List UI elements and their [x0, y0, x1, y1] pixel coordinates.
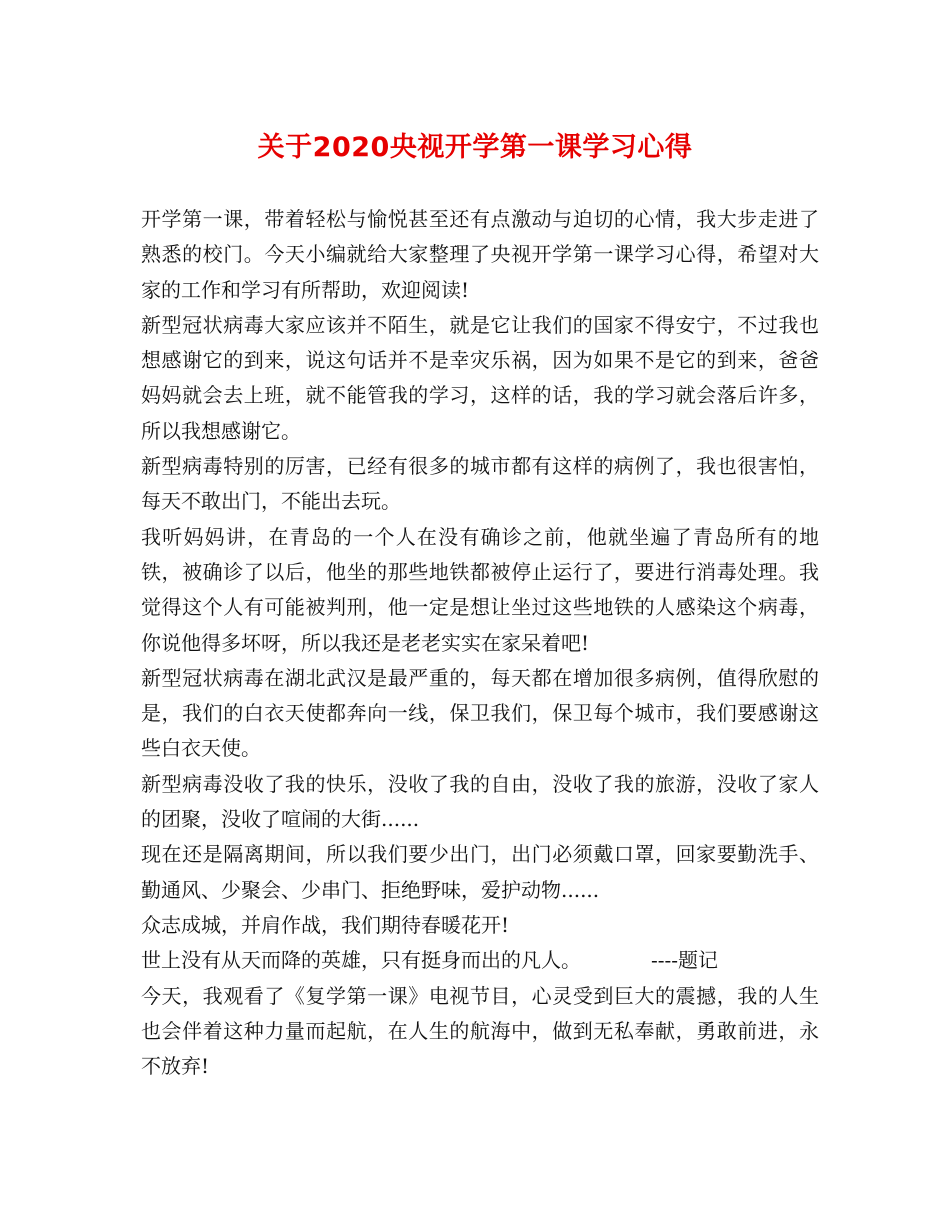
document-title: 关于2020央视开学第一课学习心得	[257, 132, 693, 163]
paragraph-virus-thanks: 新型冠状病毒大家应该并不陌生，就是它让我们的国家不得安宁，不过我也想感谢它的到来，说这句话并不是幸灾乐祸，因为如果不是它的到来，爸爸妈妈就会去上班，就不能管我的学习，这样的话，我的学习就会落后许多，所以我想感谢它。	[141, 312, 819, 443]
paragraph-closing: 今天，我观看了《复学第一课》电视节目，心灵受到巨大的震撼，我的人生也会伴着这种力量而起航，在人生的航海中，做到无私奉献，勇敢前进，永不放弃!	[141, 983, 819, 1079]
paragraph-intro: 开学第一课，带着轻松与愉悦甚至还有点激动与迫切的心情，我大步走进了熟悉的校门。今天小编就给大家整理了央视开学第一课学习心得，希望对大家的工作和学习有所帮助，欢迎阅读!	[141, 207, 819, 302]
quote-signature: ----题记	[651, 948, 719, 973]
paragraph-virus-fear: 新型病毒特别的厉害，已经有很多的城市都有这样的病例了，我也很害怕，每天不敢出门，不能出去玩。	[141, 454, 819, 514]
paragraph-wuhan: 新型冠状病毒在湖北武汉是最严重的，每天都在增加很多病例，值得欣慰的是，我们的白衣天使都奔向一线，保卫我们，保卫每个城市，我们要感谢这些白衣天使。	[141, 665, 819, 761]
paragraph-confiscated: 新型病毒没收了我的快乐，没收了我的自由，没收了我的旅游，没收了家人的团聚，没收了喧闹的大街......	[141, 771, 819, 832]
document-body	[141, 202, 819, 1084]
paragraph-united: 众志成城，并肩作战，我们期待春暖花开!	[141, 912, 510, 937]
quote-line	[141, 943, 819, 978]
quote-text: 世上没有从天而降的英雄，只有挺身而出的凡人。	[141, 948, 581, 973]
paragraph-isolation: 现在还是隔离期间，所以我们要少出门，出门必须戴口罩，回家要勤洗手、勤通风、少聚会、少串门、拒绝野味，爱护动物......	[141, 842, 819, 902]
paragraph-qingdao: 我听妈妈讲，在青岛的一个人在没有确诊之前，他就坐遍了青岛所有的地铁，被确诊了以后，他坐的那些地铁都被停止运行了，要进行消毒处理。我觉得这个人有可能被判刑，他一定是想让坐过这些地铁的人感染这个病毒，你说他得多坏呀，所以我还是老老实实在家呆着吧!	[141, 524, 819, 655]
